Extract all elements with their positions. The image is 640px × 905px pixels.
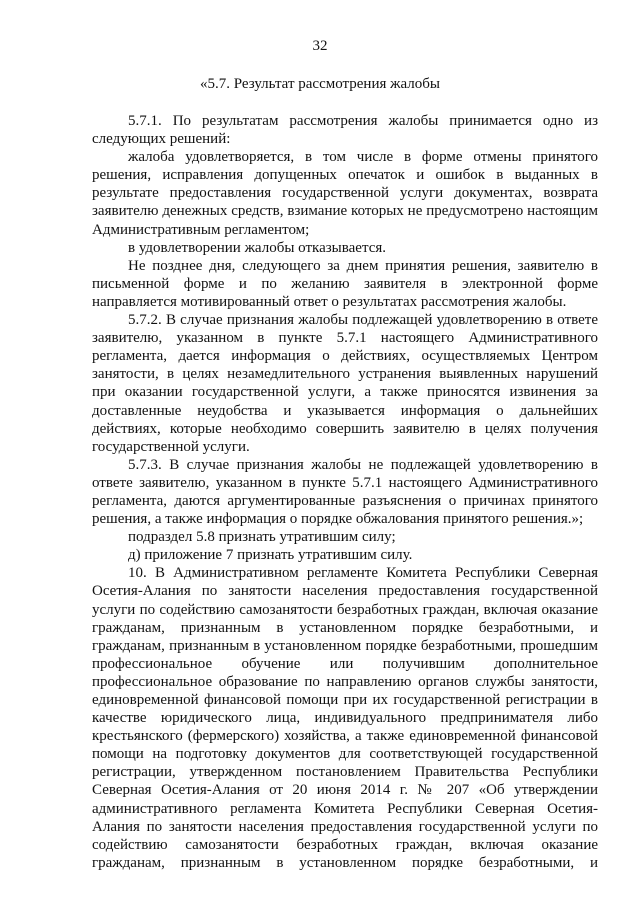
page-number: 32 [312,38,328,54]
paragraph-5-7-1: 5.7.1. По результатам рассмотрения жалобы принимается одно из следующих решений: [92,113,598,148]
paragraph-5-7-3: 5.7.3. В случае признания жалобы не подлежащей удовлетворению в ответе заявителю, указанном в пункте 5.7.1 настоящего Административного регламента, даются аргументированные разъяснения о причинах принятого решения, а также информация о порядке обжалования принятого решения.»; [92,456,598,528]
section-title: «5.7. Результат рассмотрения жалобы [200,76,440,92]
paragraph-complaint-satisfied: жалоба удовлетворяется, в том числе в форме отмены принятого решения, исправления допущенных опечаток и ошибок в выданных в результате предоставления государственной услуги документах, возврата заявителю денежных средств, взимание которых не предусмотрено настоящим Административным регламентом; [92,149,598,238]
paragraph-complaint-refused: в удовлетворении жалобы отказывается. [128,239,386,256]
paragraph-response-deadline: Не позднее дня, следующего за днем принятия решения, заявителю в письменной форме и по желанию заявителя в электронной форме направляется мотивированный ответ о результатах рассмотрения жалобы. [92,257,598,310]
paragraph-appendix-7: д) приложение 7 признать утратившим силу. [128,547,413,564]
paragraph-5-7-2: 5.7.2. В случае признания жалобы подлежащей удовлетворению в ответе заявителю, указанном в пункте 5.7.1 настоящего Административного регламента, дается информация о действиях, осуществляемых Центром занятости, в целях незамедлительного устранения выявленных нарушений при оказании государственной услуги, а также приносятся извинения за доставленные неудобства и указывается информация о дальнейших действиях, которые необходимо совершить заявителю в целях получения государственной услуги. [92,312,598,455]
body-text [92,112,598,872]
paragraph-item-10: 10. В Административном регламенте Комитета Республики Северная Осетия-Алания по занятости населения предоставления государственной услуги по содействию самозанятости безработных граждан, включая оказание гражданам, признанным в установленном порядке безработными, и гражданам, признанным в установленном порядке безработными, прошедшим профессиональное обучение или получившим дополнительное профессиональное образование по направлению органов службы занятости, единовременной финансовой помощи при их государственной регистрации в качестве юридического лица, индивидуального предпринимателя либо крестьянского (фермерского) хозяйства, а также единовременной финансовой помощи на подготовку документов для соответствующей государственной регистрации, утвержденном постановлением Правительства Республики Северная Осетия-Алания от 20 июня 2014 г. № 207 «Об утверждении административного регламента Комитета Республики Северная Осетия-Алания по занятости населения предоставления государственной услуги по содействию самозанятости безработных граждан, включая оказание гражданам, признанным в установленном порядке безработными, и [92,565,598,871]
paragraph-subsection-5-8: подраздел 5.8 признать утратившим силу; [128,529,396,546]
